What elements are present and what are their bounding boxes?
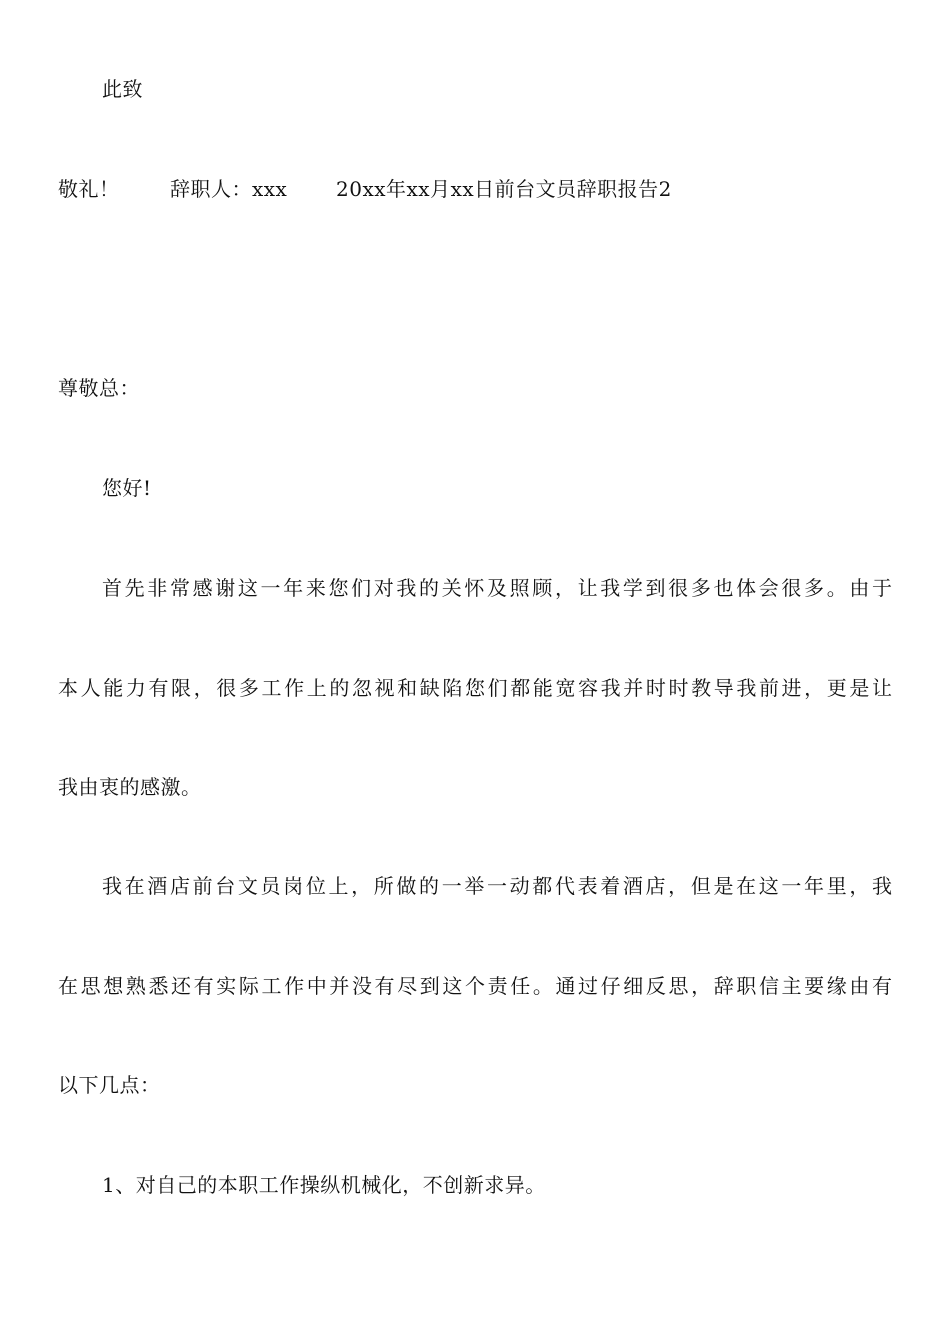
date-and-title: 20xx年xx月xx日前台文员辞职报告2 bbox=[336, 177, 672, 201]
paragraph-2-line-1: 我在酒店前台文员岗位上，所做的一举一动都代表着酒店，但是在这一年里，我 bbox=[102, 874, 892, 898]
greeting: 您好! bbox=[102, 476, 152, 500]
closing-jing-li: 敬礼！ bbox=[58, 177, 120, 201]
paragraph-1-line-2: 本人能力有限，很多工作上的忽视和缺陷您们都能宽容我并时时教导我前进，更是让 bbox=[58, 676, 892, 700]
closing-line bbox=[58, 175, 892, 203]
paragraph-2-line-2: 在思想熟悉还有实际工作中并没有尽到这个责任。通过仔细反思，辞职信主要缘由有 bbox=[58, 974, 892, 998]
salutation: 尊敬总： bbox=[58, 376, 140, 400]
paragraph-1-line-3: 我由衷的感激。 bbox=[58, 775, 202, 799]
point-1: 1、对自己的本职工作操纵机械化，不创新求异。 bbox=[102, 1173, 546, 1197]
closing-ci-zhi: 此致 bbox=[102, 77, 143, 101]
paragraph-1-line-1: 首先非常感谢这一年来您们对我的关怀及照顾，让我学到很多也体会很多。由于 bbox=[102, 576, 892, 600]
paragraph-2-line-3: 以下几点： bbox=[58, 1073, 161, 1097]
resigner-label: 辞职人：xxx bbox=[170, 177, 288, 201]
